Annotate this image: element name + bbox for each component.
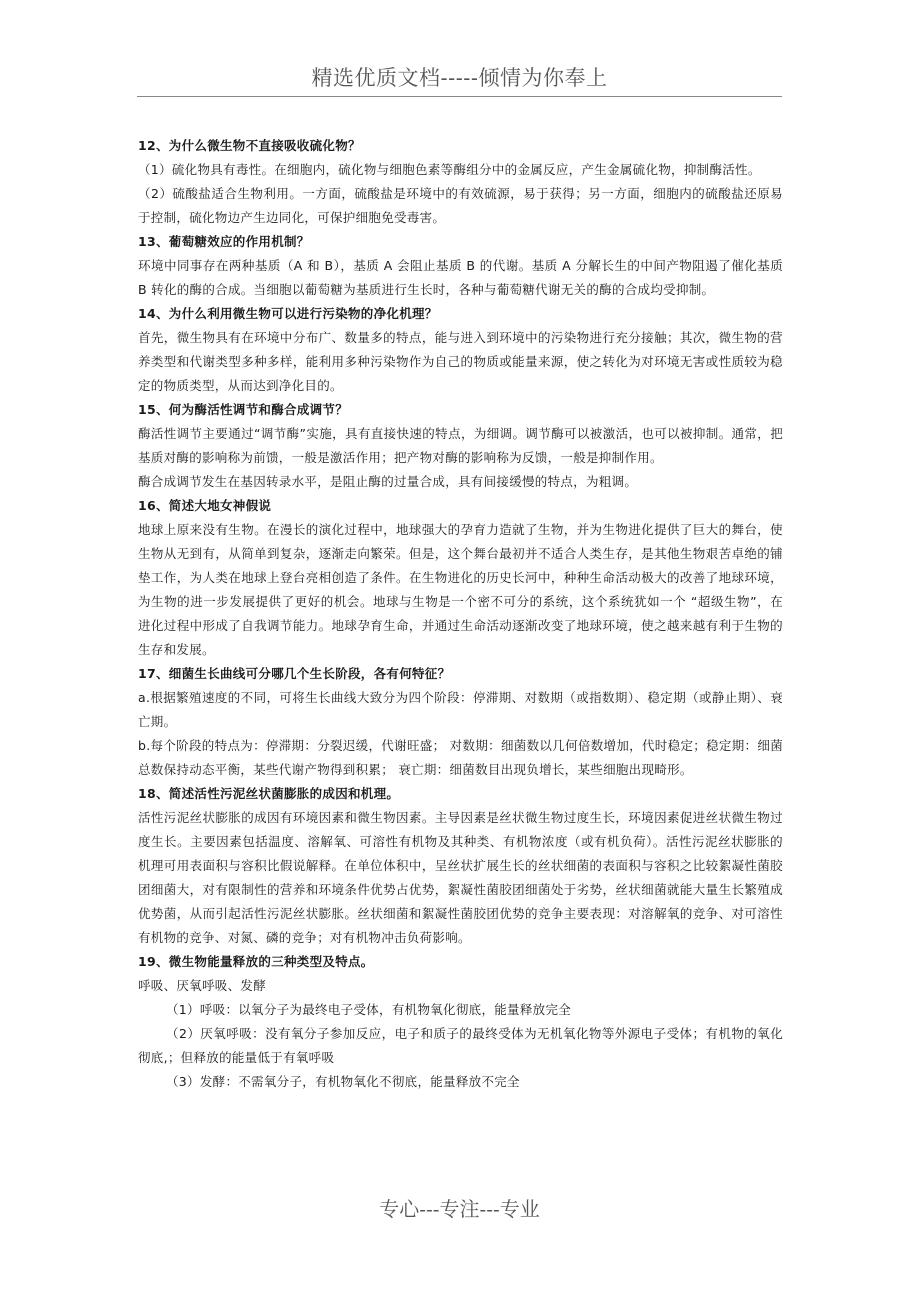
answer-paragraph: 首先，微生物具有在环境中分布广、数量多的特点，能与进入到环境中的污染物进行充分接触；其次，微生物的营养类型和代谢类型多种多样，能利用多种污染物作为自己的物质或能量来源，使之转化为对环境无害或性质较为稳定的物质类型，从而达到净化目的。 (138, 330, 783, 393)
answer-paragraph: 酶活性调节主要通过“调节酶”实施，具有直接快速的特点，为细调。调节酶可以被激活，也可以被抑制。通常，把基质对酶的影响称为前馈，一般是激活作用；把产物对酶的影响称为反馈，一般是抑制作用。 (138, 426, 783, 465)
answer-paragraph: （2）硫酸盐适合生物利用。一方面，硫酸盐是环境中的有效硫源，易于获得；另一方面，细胞内的硫酸盐还原易于控制，硫化物边产生边同化，可保护细胞免受毒害。 (138, 186, 783, 225)
answer-paragraph: 活性污泥丝状膨胀的成因有环境因素和微生物因素。主导因素是丝状微生物过度生长，环境因素促进丝状微生物过度生长。主要因素包括温度、溶解氧、可溶性有机物及其种类、有机物浓度（或有机负荷）。活性污泥丝状膨胀的机理可用表面积与容积比假说解释。在单位体积中，呈丝状扩展生长的丝状细菌的表面积与容积之比较絮凝性菌胶团细菌大，对有限制性的营养和环境条件优势占优势，絮凝性菌胶团细菌处于劣势，丝状细菌就能大量生长繁殖成优势菌，从而引起活性污泥丝状膨胀。丝状细菌和絮凝性菌胶团优势的竞争主要表现：对溶解氧的竞争、对可溶性有机物的竞争、对氮、磷的竞争；对有机物冲击负荷影响。 (138, 810, 783, 945)
question-heading: 16、简述大地女神假说 (138, 498, 272, 513)
answer-paragraph: （1）硫化物具有毒性。在细胞内，硫化物与细胞色素等酶组分中的金属反应，产生金属硫化物，抑制酶活性。 (138, 162, 761, 177)
answer-paragraph: 环境中同事存在两种基质（A 和 B），基质 A 会阻止基质 B 的代谢。基质 A 分解长生的中间产物阻遏了催化基质 B 转化的酶的合成。当细胞以葡萄糖为基质进行生长时，各种与葡萄糖代谢无关的酶的合成均受抑制。 (138, 258, 783, 297)
answer-list-item: （2）厌氧呼吸：没有氧分子参加反应，电子和质子的最终受体为无机氧化物等外源电子受体；有机物的氧化彻底,；但释放的能量低于有氧呼吸 (138, 1026, 783, 1065)
question-heading: 14、为什么利用微生物可以进行污染物的净化机理？ (138, 306, 438, 321)
answer-paragraph: 呼吸、厌氧呼吸、发酵 (138, 978, 267, 993)
page-footer: 专心---专注---专业 (379, 1197, 540, 1221)
question-heading: 15、何为酶活性调节和酶合成调节？ (138, 402, 348, 417)
question-heading: 17、细菌生长曲线可分哪几个生长阶段，各有何特征？ (138, 666, 451, 681)
question-heading: 13、葡萄糖效应的作用机制？ (138, 234, 310, 249)
answer-paragraph: 酶合成调节发生在基因转录水平，是阻止酶的过量合成，具有间接缓慢的特点，为粗调。 (138, 474, 638, 489)
page-header: 精选优质文档-----倾情为你奉上 (311, 66, 608, 90)
question-heading: 18、简述活性污泥丝状菌膨胀的成因和机理。 (138, 786, 400, 801)
answer-paragraph: b.每个阶段的特点为：停滞期：分裂迟缓，代谢旺盛； 对数期：细菌数以几何倍数增加，代时稳定；稳定期：细菌总数保持动态平衡，某些代谢产物得到积累； 衰亡期：细菌数目出现负增长，某些细胞出现畸形。 (138, 738, 783, 777)
answer-list-item: （3）发酵：不需氧分子，有机物氧化不彻底，能量释放不完全 (166, 1074, 520, 1089)
answer-paragraph: a.根据繁殖速度的不同，可将生长曲线大致分为四个阶段：停滞期、对数期（或指数期）、稳定期（或静止期）、衰亡期。 (138, 690, 783, 729)
question-heading: 19、微生物能量释放的三种类型及特点。 (138, 954, 374, 969)
question-heading: 12、为什么微生物不直接吸收硫化物？ (138, 138, 361, 153)
answer-paragraph: 地球上原来没有生物。在漫长的演化过程中，地球强大的孕育力造就了生物，并为生物进化提供了巨大的舞台，使生物从无到有，从简单到复杂，逐渐走向繁荣。但是，这个舞台最初并不适合人类生存，是其他生物艰苦卓绝的铺垫工作，为人类在地球上登台亮相创造了条件。在生物进化的历史长河中，种种生命活动极大的改善了地球环境，为生物的进一步发展提供了更好的机会。地球与生物是一个密不可分的系统，这个系统犹如一个 “超级生物”，在进化过程中形成了自我调节能力。地球孕育生命，并通过生命活动逐渐改变了地球环境，使之越来越有利于生物的生存和发展。 (138, 522, 783, 657)
header-divider (137, 96, 782, 97)
document-body (138, 134, 783, 1094)
answer-list-item: （1）呼吸：以氧分子为最终电子受体，有机物氧化彻底，能量释放完全 (166, 1002, 572, 1017)
